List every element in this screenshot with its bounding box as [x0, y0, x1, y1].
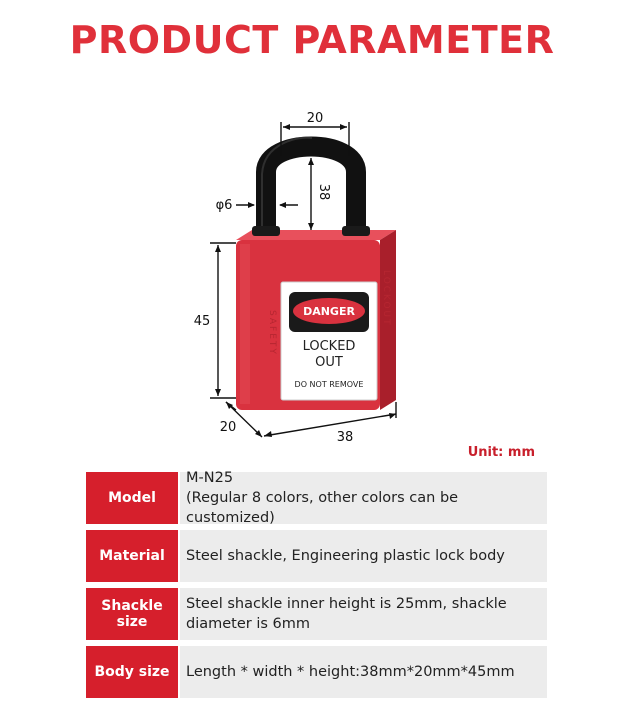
spec-value [180, 530, 547, 582]
out-text: OUT [315, 355, 343, 370]
dim-body-height: 45 [193, 314, 211, 329]
spec-key: Model [86, 472, 178, 524]
spec-key: Material [86, 530, 178, 582]
dim-body-width: 38 [336, 430, 354, 445]
spec-value [180, 588, 547, 640]
dim-shackle-height: 38 [316, 183, 331, 201]
spec-value-line: (Regular 8 colors, other colors can be customized) [186, 490, 459, 526]
padlock-dimension-diagram [0, 100, 624, 460]
spec-row-shackle-size [86, 588, 547, 640]
spec-value-line: Length * width * height:38mm*20mm*45mm [186, 664, 515, 680]
danger-text: DANGER [303, 305, 355, 318]
spec-value [180, 472, 547, 524]
dim-shackle-diameter: φ6 [215, 198, 233, 213]
do-not-remove-text: DO NOT REMOVE [294, 380, 364, 389]
dim-body-depth: 20 [219, 420, 237, 435]
locked-text: LOCKED [302, 339, 356, 354]
spec-value-line: Steel shackle, Engineering plastic lock body [186, 548, 505, 564]
page-title: PRODUCT PARAMETER [69, 18, 555, 62]
dim-shackle-width: 20 [306, 111, 324, 126]
unit-note: Unit: mm [467, 445, 535, 460]
spec-row-body-size [86, 646, 547, 698]
spec-value-line: Steel shackle inner height is 25mm, shackle [186, 596, 507, 612]
spec-key: Shackle size [86, 588, 178, 640]
spec-value-line: diameter is 6mm [186, 616, 311, 632]
spec-row-material [86, 530, 547, 582]
spec-table [86, 472, 547, 704]
body-side-text-right: LOCKOUT [381, 270, 391, 327]
spec-value-line: M-N25 [186, 470, 234, 486]
spec-value [180, 646, 547, 698]
spec-key: Body size [86, 646, 178, 698]
body-side-text-left: SAFETY [267, 310, 277, 356]
spec-row-model [86, 472, 547, 524]
